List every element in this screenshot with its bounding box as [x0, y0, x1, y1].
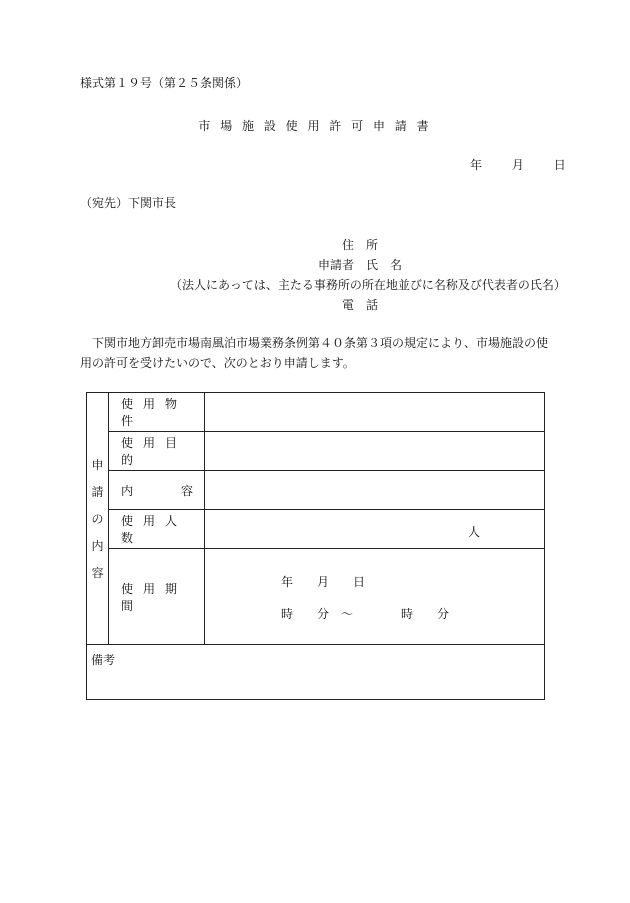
applicant-name-label: 申請者 氏 名 [317, 258, 402, 272]
property-field[interactable] [205, 393, 545, 432]
remarks-field[interactable] [87, 645, 545, 700]
date-month: 月 [511, 158, 524, 172]
section-label-vertical [87, 393, 109, 645]
section-char: 請 [91, 485, 104, 499]
applicant-address-label: 住 所 [341, 238, 378, 252]
row-label-people: 使用人数 [109, 510, 205, 549]
applicant-phone-label: 電 話 [341, 298, 378, 312]
addressee: （宛先）下関市長 [80, 196, 177, 210]
section-char: 申 [91, 458, 104, 472]
remarks-label: 備考 [91, 653, 116, 667]
document-title: 市 場 施 設 使 用 許 可 申 請 書 [198, 119, 432, 133]
row-label-period: 使用期間 [109, 549, 205, 645]
application-details-table [86, 392, 545, 700]
form-number: 様式第１９号（第２５条関係） [80, 76, 249, 90]
application-statement [80, 333, 550, 373]
period-date: 年 月 日 [281, 575, 366, 589]
row-label-property: 使用物件 [109, 393, 205, 432]
people-unit: 人 [467, 525, 480, 539]
section-char: 内 [91, 539, 104, 553]
people-count-field[interactable] [205, 510, 545, 549]
content-field[interactable] [205, 471, 545, 510]
row-label-purpose: 使用目的 [109, 432, 205, 471]
row-label-content: 内 容 [109, 471, 205, 510]
period-time: 時 分 ～ 時 分 [281, 607, 450, 621]
date-day: 日 [553, 158, 566, 172]
date-year: 年 [470, 158, 483, 172]
section-char: 容 [91, 566, 104, 580]
applicant-corporate-note: （法人にあっては、主たる事務所の所在地並びに名称及び代表者の氏名） [170, 278, 566, 292]
section-char: の [91, 512, 104, 526]
period-field[interactable] [205, 549, 545, 645]
statement-text: 下関市地方卸売市場南風泊市場業務条例第４０条第３項の規定により、市場施設の使用の許可を受けたいので、次のとおり申請します。 [80, 336, 549, 370]
date-line [470, 156, 566, 173]
purpose-field[interactable] [205, 432, 545, 471]
